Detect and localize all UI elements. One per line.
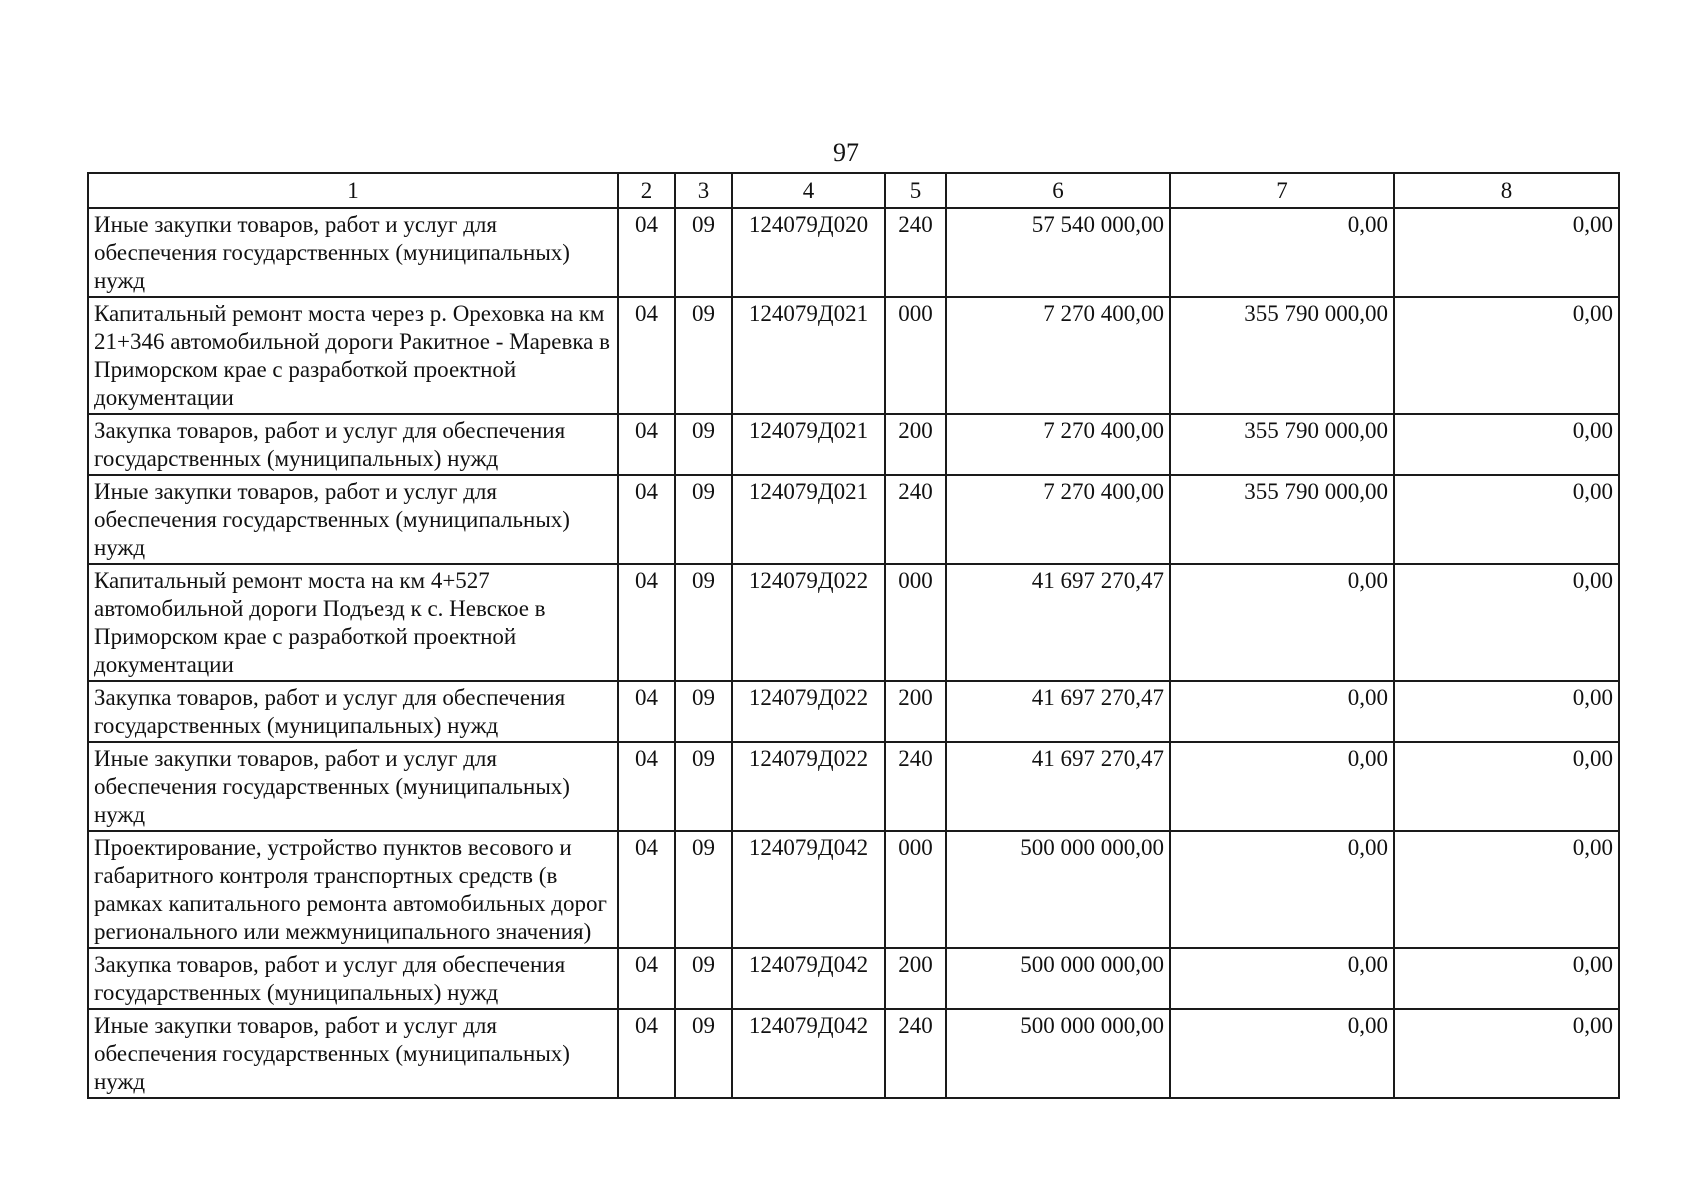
subsection-code-cell: 09 bbox=[675, 831, 732, 948]
header-row bbox=[88, 173, 1619, 208]
expense-type-cell: 240 bbox=[885, 475, 946, 564]
table-row bbox=[88, 831, 1619, 948]
target-article-cell: 124079Д042 bbox=[732, 831, 885, 948]
amount-col8-cell: 0,00 bbox=[1394, 831, 1619, 948]
table-row bbox=[88, 208, 1619, 297]
column-header-8: 8 bbox=[1394, 173, 1619, 208]
expense-type-cell: 000 bbox=[885, 564, 946, 681]
section-code-cell: 04 bbox=[618, 475, 675, 564]
table-row bbox=[88, 681, 1619, 742]
amount-col8-cell: 0,00 bbox=[1394, 742, 1619, 831]
row-name-cell: Иные закупки товаров, работ и услуг для обеспечения государственных (муниципальных) нужд bbox=[88, 208, 618, 297]
table-row bbox=[88, 1009, 1619, 1098]
amount-col7-cell: 355 790 000,00 bbox=[1170, 414, 1394, 475]
amount-col6-cell: 500 000 000,00 bbox=[946, 948, 1170, 1009]
subsection-code-cell: 09 bbox=[675, 297, 732, 414]
budget-table bbox=[87, 172, 1620, 1099]
expense-type-cell: 200 bbox=[885, 681, 946, 742]
section-code-cell: 04 bbox=[618, 831, 675, 948]
column-header-6: 6 bbox=[946, 173, 1170, 208]
target-article-cell: 124079Д042 bbox=[732, 948, 885, 1009]
row-name-cell: Проектирование, устройство пунктов весового и габаритного контроля транспортных средств (в рамках капитального ремонта автомобильных дорог регионального или межмуниципального значения) bbox=[88, 831, 618, 948]
column-header-7: 7 bbox=[1170, 173, 1394, 208]
section-code-cell: 04 bbox=[618, 414, 675, 475]
column-header-4: 4 bbox=[732, 173, 885, 208]
amount-col7-cell: 0,00 bbox=[1170, 1009, 1394, 1098]
target-article-cell: 124079Д020 bbox=[732, 208, 885, 297]
table-row bbox=[88, 742, 1619, 831]
subsection-code-cell: 09 bbox=[675, 414, 732, 475]
section-code-cell: 04 bbox=[618, 208, 675, 297]
subsection-code-cell: 09 bbox=[675, 948, 732, 1009]
expense-type-cell: 200 bbox=[885, 414, 946, 475]
column-header-1: 1 bbox=[88, 173, 618, 208]
amount-col8-cell: 0,00 bbox=[1394, 475, 1619, 564]
section-code-cell: 04 bbox=[618, 1009, 675, 1098]
amount-col7-cell: 355 790 000,00 bbox=[1170, 475, 1394, 564]
amount-col6-cell: 500 000 000,00 bbox=[946, 831, 1170, 948]
subsection-code-cell: 09 bbox=[675, 564, 732, 681]
target-article-cell: 124079Д022 bbox=[732, 564, 885, 681]
table-row bbox=[88, 475, 1619, 564]
amount-col7-cell: 0,00 bbox=[1170, 564, 1394, 681]
amount-col6-cell: 7 270 400,00 bbox=[946, 297, 1170, 414]
target-article-cell: 124079Д022 bbox=[732, 681, 885, 742]
amount-col6-cell: 500 000 000,00 bbox=[946, 1009, 1170, 1098]
amount-col8-cell: 0,00 bbox=[1394, 297, 1619, 414]
section-code-cell: 04 bbox=[618, 564, 675, 681]
target-article-cell: 124079Д042 bbox=[732, 1009, 885, 1098]
column-header-5: 5 bbox=[885, 173, 946, 208]
amount-col7-cell: 355 790 000,00 bbox=[1170, 297, 1394, 414]
amount-col6-cell: 7 270 400,00 bbox=[946, 414, 1170, 475]
subsection-code-cell: 09 bbox=[675, 208, 732, 297]
expense-type-cell: 240 bbox=[885, 208, 946, 297]
amount-col8-cell: 0,00 bbox=[1394, 414, 1619, 475]
expense-type-cell: 240 bbox=[885, 742, 946, 831]
row-name-cell: Капитальный ремонт моста через р. Ореховка на км 21+346 автомобильной дороги Ракитное - Маревка в Приморском крае с разработкой проектной документации bbox=[88, 297, 618, 414]
subsection-code-cell: 09 bbox=[675, 742, 732, 831]
table-row bbox=[88, 414, 1619, 475]
amount-col7-cell: 0,00 bbox=[1170, 948, 1394, 1009]
table-body bbox=[88, 208, 1619, 1098]
amount-col6-cell: 57 540 000,00 bbox=[946, 208, 1170, 297]
amount-col7-cell: 0,00 bbox=[1170, 208, 1394, 297]
column-header-3: 3 bbox=[675, 173, 732, 208]
target-article-cell: 124079Д021 bbox=[732, 297, 885, 414]
section-code-cell: 04 bbox=[618, 742, 675, 831]
target-article-cell: 124079Д021 bbox=[732, 475, 885, 564]
table-header bbox=[88, 173, 1619, 208]
table-row bbox=[88, 948, 1619, 1009]
subsection-code-cell: 09 bbox=[675, 681, 732, 742]
expense-type-cell: 200 bbox=[885, 948, 946, 1009]
expense-type-cell: 000 bbox=[885, 297, 946, 414]
amount-col8-cell: 0,00 bbox=[1394, 208, 1619, 297]
table-row bbox=[88, 297, 1619, 414]
subsection-code-cell: 09 bbox=[675, 1009, 732, 1098]
subsection-code-cell: 09 bbox=[675, 475, 732, 564]
row-name-cell: Иные закупки товаров, работ и услуг для обеспечения государственных (муниципальных) нужд bbox=[88, 1009, 618, 1098]
row-name-cell: Закупка товаров, работ и услуг для обеспечения государственных (муниципальных) нужд bbox=[88, 948, 618, 1009]
amount-col8-cell: 0,00 bbox=[1394, 948, 1619, 1009]
amount-col8-cell: 0,00 bbox=[1394, 1009, 1619, 1098]
section-code-cell: 04 bbox=[618, 297, 675, 414]
amount-col6-cell: 41 697 270,47 bbox=[946, 681, 1170, 742]
expense-type-cell: 240 bbox=[885, 1009, 946, 1098]
row-name-cell: Закупка товаров, работ и услуг для обеспечения государственных (муниципальных) нужд bbox=[88, 414, 618, 475]
row-name-cell: Закупка товаров, работ и услуг для обеспечения государственных (муниципальных) нужд bbox=[88, 681, 618, 742]
target-article-cell: 124079Д021 bbox=[732, 414, 885, 475]
section-code-cell: 04 bbox=[618, 948, 675, 1009]
amount-col7-cell: 0,00 bbox=[1170, 742, 1394, 831]
row-name-cell: Капитальный ремонт моста на км 4+527 автомобильной дороги Подъезд к с. Невское в Приморском крае с разработкой проектной документации bbox=[88, 564, 618, 681]
table-row bbox=[88, 564, 1619, 681]
amount-col6-cell: 7 270 400,00 bbox=[946, 475, 1170, 564]
section-code-cell: 04 bbox=[618, 681, 675, 742]
amount-col8-cell: 0,00 bbox=[1394, 564, 1619, 681]
column-header-2: 2 bbox=[618, 173, 675, 208]
amount-col6-cell: 41 697 270,47 bbox=[946, 564, 1170, 681]
amount-col7-cell: 0,00 bbox=[1170, 681, 1394, 742]
target-article-cell: 124079Д022 bbox=[732, 742, 885, 831]
expense-type-cell: 000 bbox=[885, 831, 946, 948]
amount-col8-cell: 0,00 bbox=[1394, 681, 1619, 742]
row-name-cell: Иные закупки товаров, работ и услуг для обеспечения государственных (муниципальных) нужд bbox=[88, 742, 618, 831]
amount-col7-cell: 0,00 bbox=[1170, 831, 1394, 948]
row-name-cell: Иные закупки товаров, работ и услуг для обеспечения государственных (муниципальных) нужд bbox=[88, 475, 618, 564]
page-number: 97 bbox=[833, 138, 859, 167]
amount-col6-cell: 41 697 270,47 bbox=[946, 742, 1170, 831]
